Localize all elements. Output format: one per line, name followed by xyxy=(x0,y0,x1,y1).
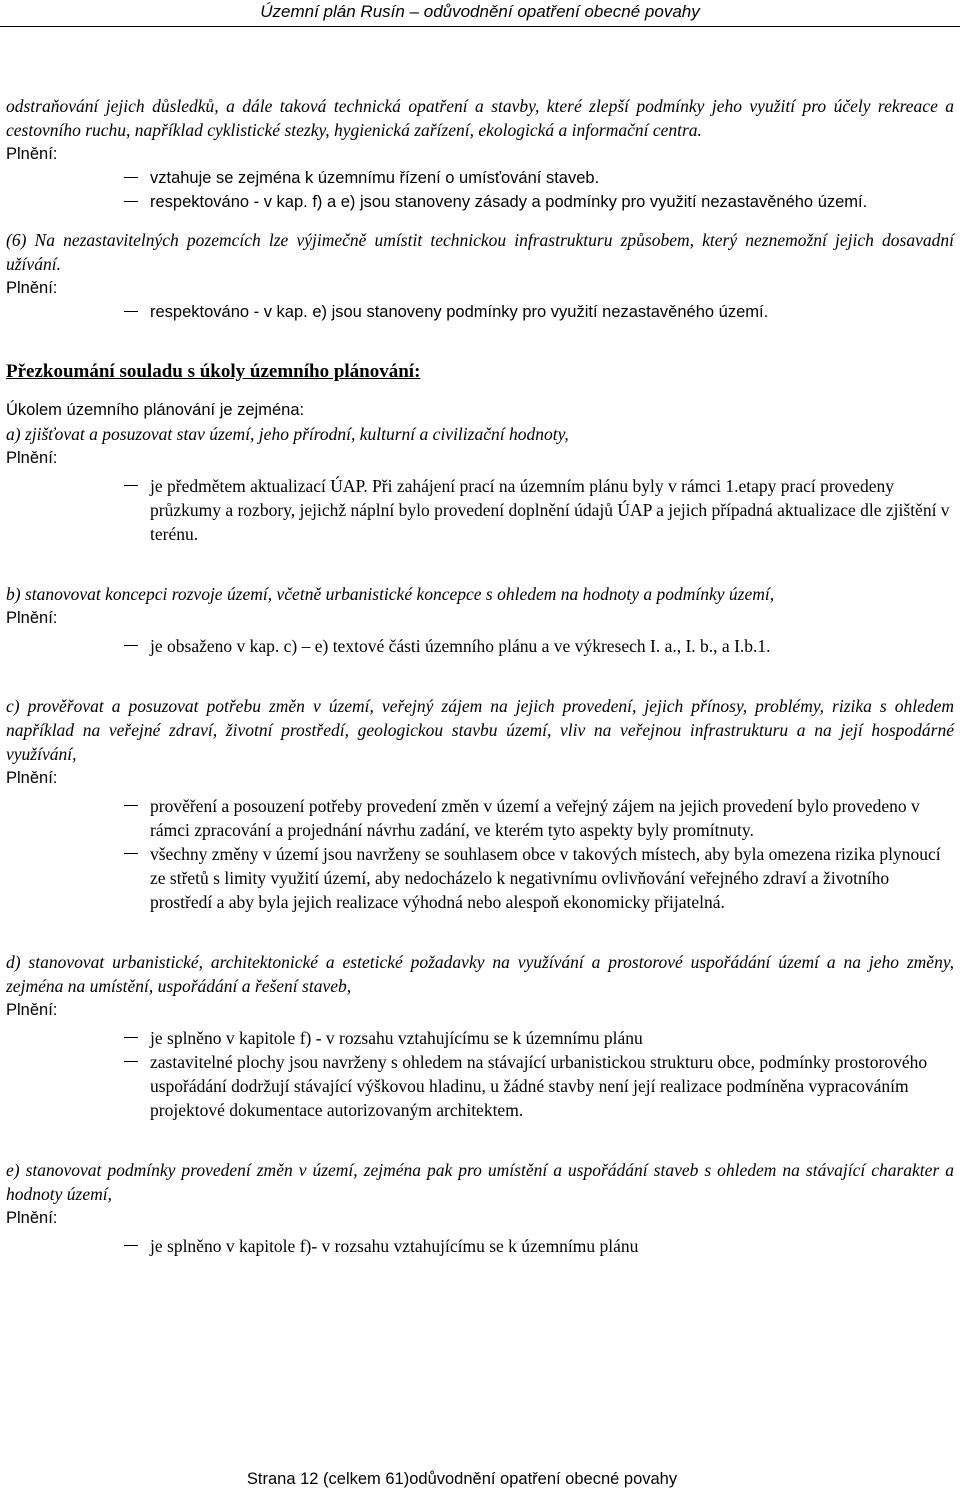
dash-bullet xyxy=(124,853,138,854)
list-item-text: všechny změny v území jsou navrženy se souhlasem obce v takových místech, aby byla omezena rizika plynoucí ze střetů s limity využití území, aby nedocházelo k negativnímu ovlivňování veřejného zdraví a životního prostředí a aby byla jejich realizace výhodná nebo alespoň ekonomicky přijatelná. xyxy=(150,844,941,912)
plneni-list xyxy=(6,300,954,324)
list-item-text: zastavitelné plochy jsou navrženy s ohledem na stávající urbanistickou strukturu obce, podmínky prostorového uspořádání dodržují stávající výškovou hladinu, u žádné stavby není její realizace podmíněna vypracováním projektové dokumentace autorizovaným architektem. xyxy=(150,1052,928,1120)
task-e: e) stanovovat podmínky provedení změn v území, zejména pak pro umístění a uspořádání staveb s ohledem na stávající charakter a hodnoty území, xyxy=(6,1160,954,1204)
plneni-list xyxy=(6,166,954,214)
list-item xyxy=(6,474,954,546)
list-item xyxy=(6,166,954,190)
plneni-list xyxy=(6,634,954,658)
list-item xyxy=(6,794,954,842)
list-item xyxy=(6,1026,954,1050)
dash-bullet xyxy=(124,645,138,646)
plneni-label: Plnění: xyxy=(6,609,58,627)
list-item xyxy=(6,300,954,324)
section-intro: Úkolem územního plánování je zejména: xyxy=(6,401,305,419)
plneni-label: Plnění: xyxy=(6,1209,58,1227)
dash-bullet xyxy=(124,1245,138,1246)
dash-bullet xyxy=(124,201,138,202)
plneni-list xyxy=(6,1026,954,1122)
list-item-text: je splněno v kapitole f) - v rozsahu vztahujícímu se k územnímu plánu xyxy=(150,1028,643,1048)
list-item xyxy=(6,842,954,914)
header-rule xyxy=(0,26,960,27)
dash-bullet xyxy=(124,1037,138,1038)
list-item xyxy=(6,1050,954,1122)
plneni-list xyxy=(6,474,954,546)
paragraph-6: (6) Na nezastavitelných pozemcích lze výjimečně umístit technickou infrastrukturu způsobem, který neznemožní jejich dosavadní užívání. xyxy=(6,230,954,274)
plneni-label: Plnění: xyxy=(6,449,58,467)
list-item-text: je obsaženo v kap. c) – e) textové části územního plánu a ve výkresech I. a., I. b., a I.b.1. xyxy=(150,636,771,656)
task-c: c) prověřovat a posuzovat potřebu změn v území, veřejný zájem na jejich provedení, jejich přínosy, problémy, rizika s ohledem například na veřejné zdraví, životní prostředí, geologickou stavbu území, vliv na veřejnou infrastrukturu a na její hospodárné využívání, xyxy=(6,696,954,764)
task-a: a) zjišťovat a posuzovat stav území, jeho přírodní, kulturní a civilizační hodnoty, xyxy=(6,424,569,444)
plneni-list xyxy=(6,794,954,914)
dash-bullet xyxy=(124,1061,138,1062)
dash-bullet xyxy=(124,177,138,178)
plneni-label: Plnění: xyxy=(6,1001,58,1019)
dash-bullet xyxy=(124,311,138,312)
list-item xyxy=(6,634,954,658)
task-d: d) stanovovat urbanistické, architektonické a estetické požadavky na využívání a prostorové uspořádání území a na jeho změny, zejména na umístění, uspořádání a řešení staveb, xyxy=(6,952,954,996)
list-item-text: prověření a posouzení potřeby provedení změn v území a veřejný zájem na jejich provedení bylo provedeno v rámci zpracování a projednání návrhu zadání, ve kterém tyto aspekty byly promítnuty. xyxy=(150,796,920,840)
list-item-text: respektováno - v kap. f) a e) jsou stanoveny zásady a podmínky pro využití nezastavěného území. xyxy=(150,193,868,211)
page-footer: Strana 12 (celkem 61)odůvodnění opatření obecné povahy xyxy=(246,1470,678,1488)
list-item-text: je předmětem aktualizací ÚAP. Při zahájení prací na územním plánu byly v rámci 1.etapy prací provedeny průzkumy a rozbory, jejichž náplní bylo provedení doplnění údajů ÚAP a jejich případná aktualizace dle zjištění v terénu. xyxy=(150,476,950,544)
list-item xyxy=(6,190,954,214)
section-heading: Přezkoumání souladu s úkoly územního plánování: xyxy=(6,361,421,382)
plneni-label: Plnění: xyxy=(6,279,58,297)
plneni-label: Plnění: xyxy=(6,769,58,787)
task-b: b) stanovovat koncepci rozvoje území, včetně urbanistické koncepce s ohledem na hodnoty a podmínky území, xyxy=(6,584,775,604)
list-item xyxy=(6,1234,954,1258)
list-item-text: je splněno v kapitole f)- v rozsahu vztahujícímu se k územnímu plánu xyxy=(150,1236,639,1256)
plneni-label: Plnění: xyxy=(6,145,58,163)
paragraph-continuation: odstraňování jejich důsledků, a dále taková technická opatření a stavby, které zlepší podmínky jeho využití pro účely rekreace a cestovního ruchu, například cyklistické stezky, hygienická zařízení, ekologická a informační centra. xyxy=(6,96,954,140)
list-item-text: vztahuje se zejména k územnímu řízení o umísťování staveb. xyxy=(150,169,600,187)
dash-bullet xyxy=(124,485,138,486)
plneni-list xyxy=(6,1234,954,1258)
document-body xyxy=(6,94,954,1258)
list-item-text: respektováno - v kap. e) jsou stanoveny podmínky pro využití nezastavěného území. xyxy=(150,303,769,321)
dash-bullet xyxy=(124,805,138,806)
page-header: Územní plán Rusín – odůvodnění opatření obecné povahy xyxy=(260,2,700,21)
